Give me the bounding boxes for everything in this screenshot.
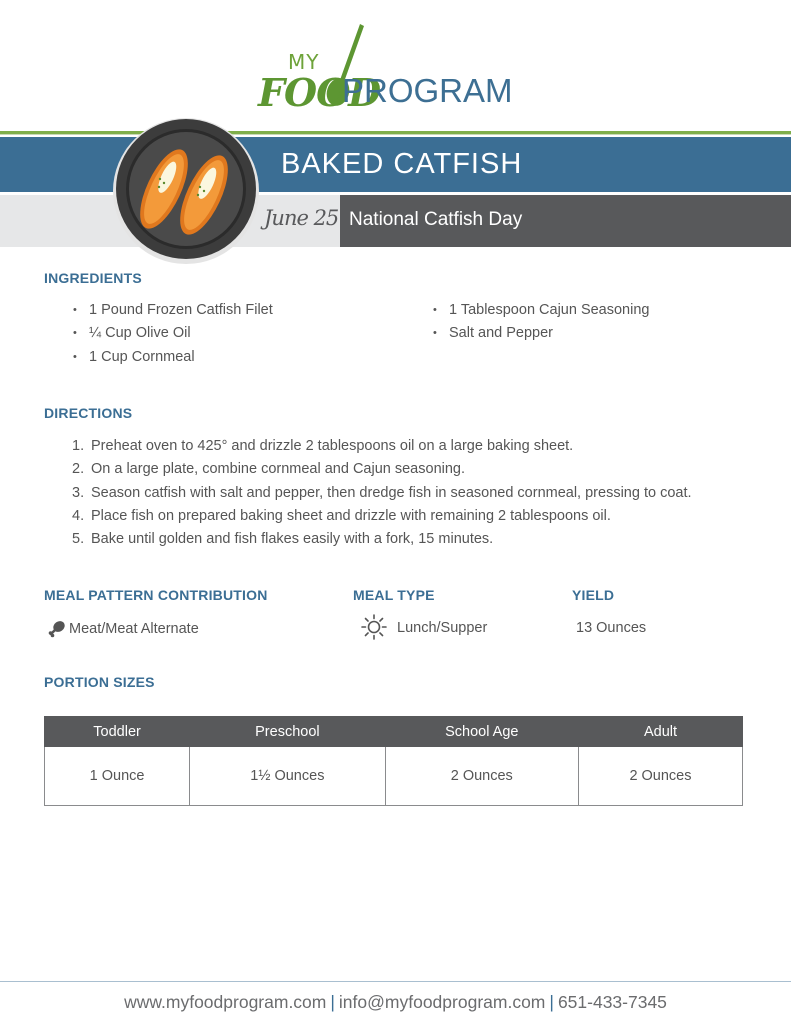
meal-type-value: Lunch/Supper [397, 620, 488, 636]
portion-sizes-heading: PORTION SIZES [44, 674, 155, 690]
column-header: Adult [578, 717, 742, 747]
meal-pattern-value: Meat/Meat Alternate [69, 621, 199, 637]
catfish-plate-image [112, 117, 260, 265]
step-number: 3. [72, 484, 85, 501]
meal-type-heading: MEAL TYPE [353, 587, 435, 603]
footer-email-link[interactable]: info@myfoodprogram.com [338, 992, 546, 1012]
ingredients-list-1 [73, 299, 273, 369]
table-cell: 2 Ounces [385, 747, 578, 806]
direction-step [72, 505, 692, 528]
step-number: 5. [72, 531, 85, 548]
footer-separator: | [549, 992, 554, 1012]
direction-step [72, 458, 692, 481]
step-text: Season catfish with salt and pepper, then dredge fish in seasoned cornmeal, pressing to coat. [91, 484, 692, 501]
column-header: School Age [385, 717, 578, 747]
column-header: Preschool [190, 717, 385, 747]
column-header: Toddler [45, 717, 190, 747]
ingredient-item: • 1 Tablespoon Cajun Seasoning [433, 299, 649, 322]
step-text: Bake until golden and fish flakes easily with a fork, 15 minutes. [91, 531, 494, 548]
observance-name: National Catfish Day [349, 209, 523, 230]
ingredient-item: • ¼ Cup Olive Oil [73, 322, 273, 345]
direction-step [72, 435, 692, 458]
direction-step [72, 528, 692, 551]
ingredient-item: • 1 Pound Frozen Catfish Filet [73, 299, 273, 322]
table-cell: 1½ Ounces [190, 747, 385, 806]
table-cell: 2 Ounces [578, 747, 742, 806]
portion-sizes-table [44, 716, 743, 806]
directions-heading: DIRECTIONS [44, 405, 133, 421]
meal-pattern-heading: MEAL PATTERN CONTRIBUTION [44, 587, 268, 603]
recipe-title: BAKED CATFISH [281, 148, 523, 180]
brand-logo [256, 22, 546, 115]
step-number: 1. [72, 438, 85, 454]
step-text: On a large plate, combine cornmeal and Cajun seasoning. [91, 461, 466, 478]
direction-step [72, 482, 692, 505]
table-cell: 1 Ounce [45, 747, 190, 806]
ingredient-item: • 1 Cup Cornmeal [73, 346, 273, 369]
footer-website-link[interactable]: www.myfoodprogram.com [124, 992, 327, 1012]
yield-value: 13 Ounces [576, 620, 647, 636]
logo-food: FOOD [258, 70, 381, 115]
step-number: 4. [72, 507, 85, 524]
step-number: 2. [72, 461, 85, 478]
table-row [45, 747, 743, 806]
yield-heading: YIELD [572, 587, 615, 603]
step-text: Preheat oven to 425° and drizzle 2 tablespoons oil on a large baking sheet. [91, 438, 574, 454]
sun-icon [361, 614, 387, 640]
ingredient-item: • Salt and Pepper [433, 322, 649, 345]
footer-divider [0, 981, 791, 982]
observance-date: June 25 [264, 206, 339, 230]
logo-program: PROGRAM [342, 72, 513, 109]
ingredients-list-2 [433, 299, 649, 346]
step-text: Place fish on prepared baking sheet and drizzle with remaining 2 tablespoons oil. [91, 507, 611, 524]
logo-my: MY [288, 50, 320, 74]
footer-phone: 651-433-7345 [557, 992, 667, 1012]
directions-list [72, 435, 692, 551]
ingredients-heading: INGREDIENTS [44, 270, 142, 286]
footer-separator: | [330, 992, 335, 1012]
drumstick-icon [48, 620, 66, 638]
table-header-row [45, 717, 743, 747]
footer-contact [0, 992, 791, 1013]
